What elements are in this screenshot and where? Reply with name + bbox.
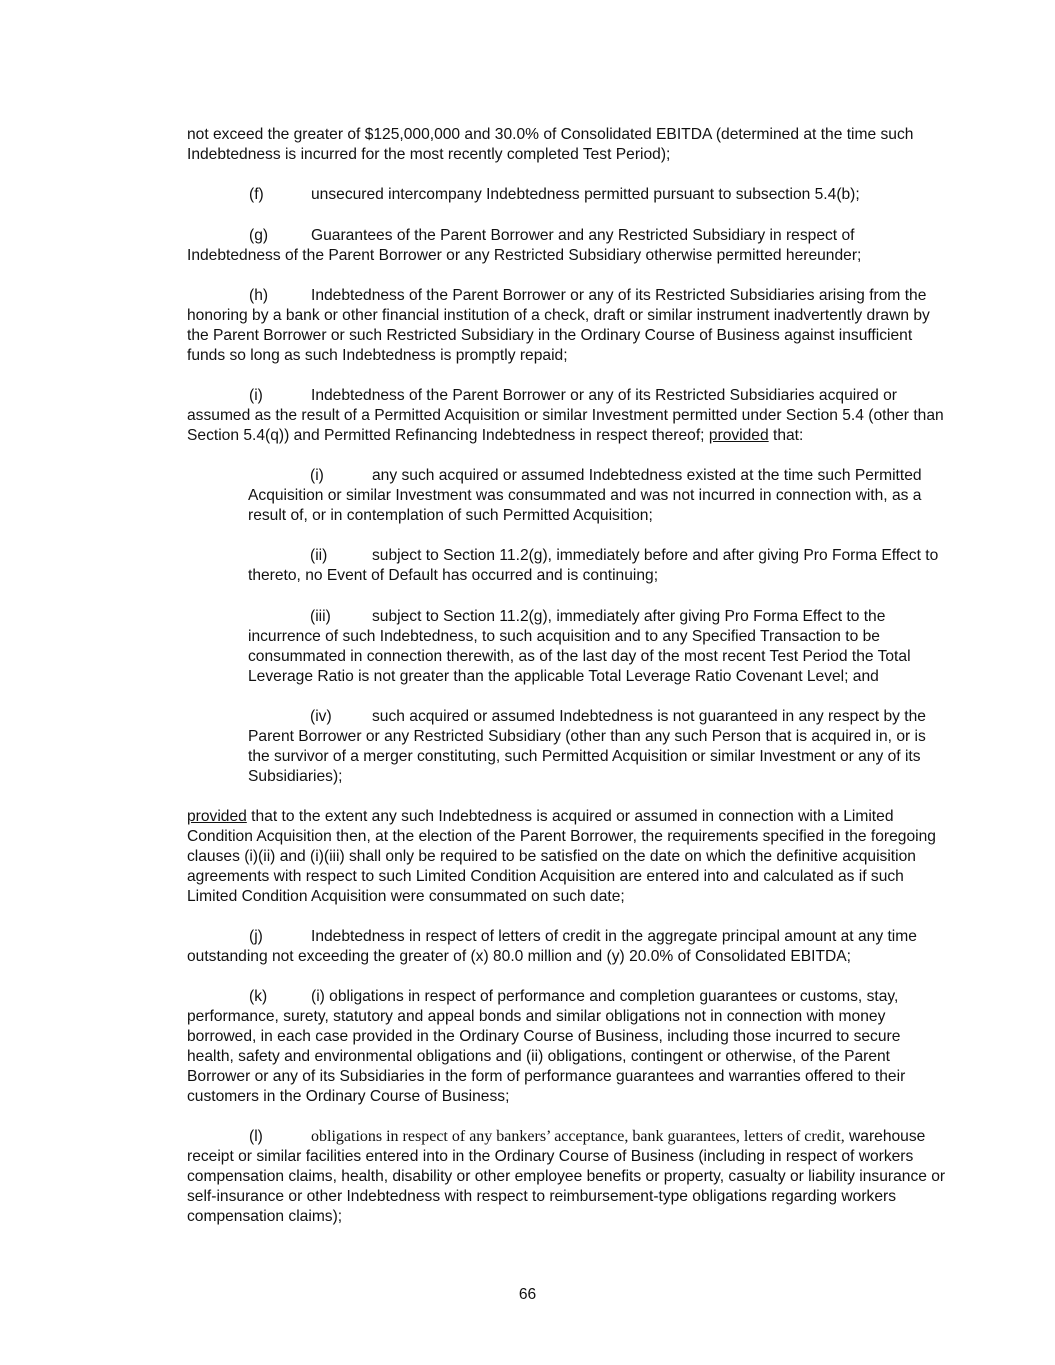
clause-f <box>187 185 947 205</box>
clause-text: (i) obligations in respect of performance and completion guarantees or customs, stay, performance, surety, statutory and appeal bonds and similar obligations not in connection with money borrowed, in each case provided in the Ordinary Course of Business, including those incurred to secure health, safety and environmental obligations and (ii) obligations, contingent or otherwise, of the Parent Borrower or any of its Subsidiaries in the form of performance guarantees and warranties offered to their customers in the Ordinary Course of Business; <box>187 988 906 1105</box>
clause-label: (g) <box>249 227 269 244</box>
clause-label: (h) <box>249 287 269 304</box>
proviso-text: that to the extent any such Indebtedness is acquired or assumed in connection with a Limited Condition Acquisition then, at the election of the Parent Borrower, the requirements specified in the foregoing clauses (i)(ii) and (i)(iii) shall only be required to be satisfied on the date on which the definitive acquisition agreements with respect to such Limited Condition Acquisition are entered into and calculated as if such Limited Condition Acquisition were consummated on such date; <box>187 808 936 905</box>
clause-text-tail: that: <box>768 427 804 444</box>
clause-h <box>187 286 947 366</box>
clause-label: (j) <box>249 928 263 945</box>
subclause-text: subject to Section 11.2(g), immediately after giving Pro Forma Effect to the incurrence of such Indebtedness, to such acquisition and to any Specified Transaction to be consummated in connection therewith, as of the last day of the most recent Test Period the Total Leverage Ratio is not greater than the applicable Total Leverage Ratio Covenant Level; and <box>248 608 911 685</box>
provided-term: provided <box>187 808 247 825</box>
subclause-i-ii <box>248 546 948 586</box>
clause-label: (l) <box>249 1128 263 1145</box>
subclause-text: subject to Section 11.2(g), immediately before and after giving Pro Forma Effect to thereto, no Event of Default has occurred and is continuing; <box>248 547 939 584</box>
subclause-text: any such acquired or assumed Indebtedness existed at the time such Permitted Acquisition or similar Investment was consummated and was not incurred in connection with, as a result of, or in contemplation of such Permitted Acquisition; <box>248 467 922 524</box>
clause-text: Indebtedness of the Parent Borrower or any of its Restricted Subsidiaries arising from the honoring by a bank or other financial institution of a check, draft or similar instrument inadvertently drawn by the Parent Borrower or such Restricted Subsidiary in the Ordinary Course of Business against insufficient funds so long as such Indebtedness is promptly repaid; <box>187 287 930 364</box>
clause-text: Guarantees of the Parent Borrower and any Restricted Subsidiary in respect of Indebtedness of the Parent Borrower or any Restricted Subsidiary otherwise permitted hereunder; <box>187 227 862 264</box>
clause-text: Indebtedness of the Parent Borrower or any of its Restricted Subsidiaries acquired or assumed as the result of a Permitted Acquisition or similar Investment permitted under Section 5.4 (other than Section 5.4(q)) and Permitted Refinancing Indebtedness in respect thereof; <box>187 387 944 444</box>
subclause-i-iii <box>248 607 948 687</box>
clause-label: (f) <box>249 186 264 203</box>
clause-text: unsecured intercompany Indebtedness permitted pursuant to subsection 5.4(b); <box>311 186 860 203</box>
subclause-label: (iv) <box>310 708 332 725</box>
subclause-i-iv <box>248 707 948 787</box>
clause-text: Indebtedness in respect of letters of credit in the aggregate principal amount at any time outstanding not exceeding the greater of (x) 80.0 million and (y) 20.0% of Consolidated EBITDA; <box>187 928 917 965</box>
clause-j <box>187 927 947 967</box>
clause-text-serif: obligations in respect of any bankers’ acceptance, bank guarantees, letters of credit, <box>311 1128 845 1145</box>
clause-k <box>187 987 947 1107</box>
paragraph-text: not exceed the greater of $125,000,000 and 30.0% of Consolidated EBITDA (determined at the time such Indebtedness is incurred for the most recently completed Test Period); <box>187 126 914 163</box>
clause-i <box>187 386 947 446</box>
subclause-label: (ii) <box>310 547 328 564</box>
clause-label: (i) <box>249 387 263 404</box>
proviso-paragraph <box>187 807 947 907</box>
clause-label: (k) <box>249 988 268 1005</box>
subclause-text: such acquired or assumed Indebtedness is not guaranteed in any respect by the Parent Borrower or any Restricted Subsidiary (other than any such Person that is acquired in, or is the survivor of a merger constituting, such Permitted Acquisition or similar Investment or any of its Subsidiaries); <box>248 708 926 785</box>
subclause-i-i <box>248 466 948 526</box>
subclause-label: (iii) <box>310 608 331 625</box>
clause-text: warehouse receipt or similar facilities entered into in the Ordinary Course of Business (including in respect of workers compensation claims, health, disability or other employee benefits or property, casualty or liability insurance or self-insurance or other Indebtedness with respect to reimbursement-type obligations regarding workers compensation claims); <box>187 1128 946 1225</box>
provided-term: provided <box>708 427 769 444</box>
page-number: 66 <box>518 1286 537 1303</box>
clause-g <box>187 226 947 266</box>
subclause-label: (i) <box>310 467 324 484</box>
clause-l <box>187 1127 947 1227</box>
paragraph-continuation <box>187 125 947 165</box>
